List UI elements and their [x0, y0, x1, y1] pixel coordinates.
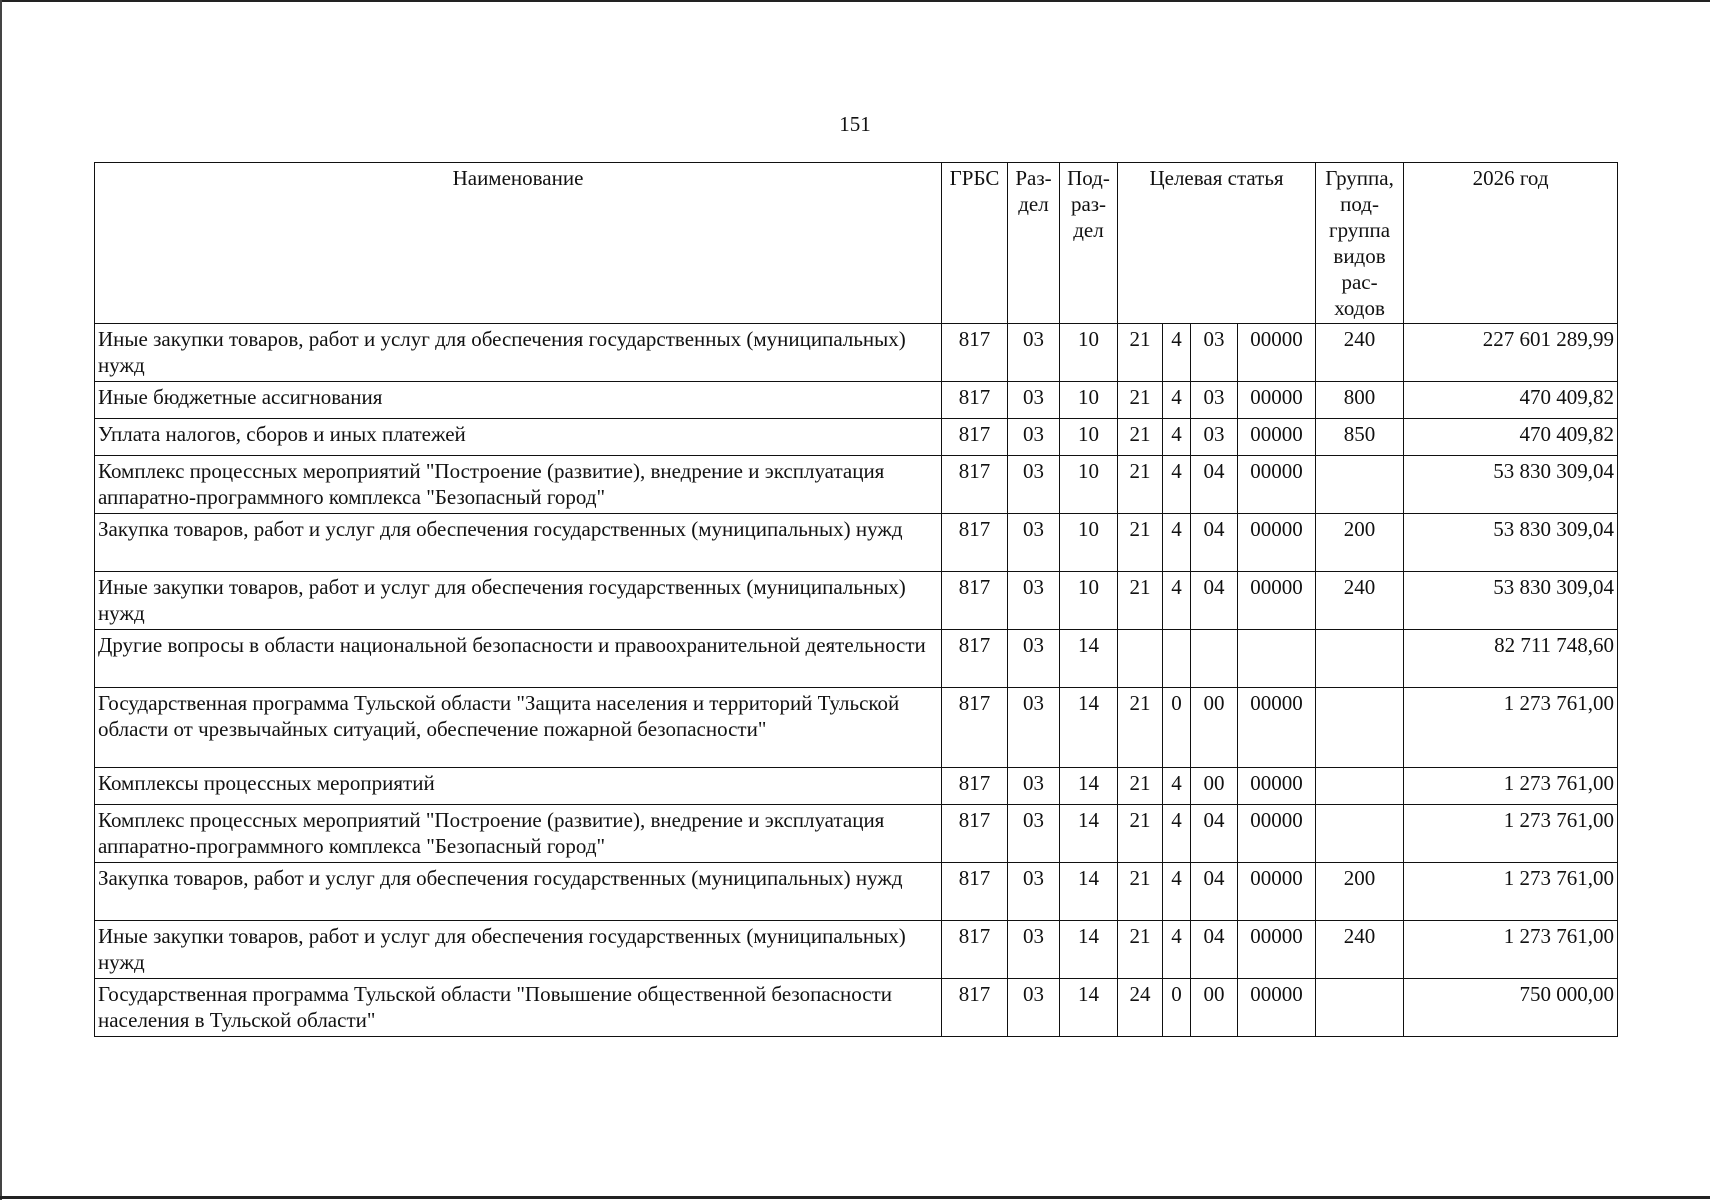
row-cs-type-cell: 4 — [1163, 419, 1191, 456]
row-razdel-cell: 03 — [1008, 382, 1060, 419]
row-grbs-cell: 817 — [942, 863, 1008, 921]
table-row — [95, 979, 1618, 1037]
row-cs-subprogram-cell: 03 — [1191, 324, 1238, 382]
row-cs-subprogram-cell: 03 — [1191, 382, 1238, 419]
row-cs-type-cell: 0 — [1163, 979, 1191, 1037]
row-podrazdel-cell: 14 — [1060, 688, 1118, 768]
header-name: Наименование — [95, 163, 942, 324]
table-body — [95, 324, 1618, 1037]
row-cs-program-cell: 21 — [1118, 688, 1163, 768]
table-header-row — [95, 163, 1618, 324]
row-podrazdel-cell: 10 — [1060, 514, 1118, 572]
row-name-cell: Иные закупки товаров, работ и услуг для обеспечения государственных (муниципальных) нужд — [95, 572, 942, 630]
table-row — [95, 768, 1618, 805]
row-vr-cell — [1316, 630, 1404, 688]
row-amount-cell: 1 273 761,00 — [1404, 768, 1618, 805]
row-razdel-cell: 03 — [1008, 805, 1060, 863]
row-cs-direction-cell: 00000 — [1238, 979, 1316, 1037]
row-cs-subprogram-cell: 04 — [1191, 863, 1238, 921]
row-amount-cell: 53 830 309,04 — [1404, 514, 1618, 572]
row-cs-type-cell: 4 — [1163, 456, 1191, 514]
row-grbs-cell: 817 — [942, 630, 1008, 688]
row-cs-program-cell: 21 — [1118, 572, 1163, 630]
row-amount-cell: 1 273 761,00 — [1404, 688, 1618, 768]
row-name-cell: Иные закупки товаров, работ и услуг для обеспечения государственных (муниципальных) нужд — [95, 921, 942, 979]
row-cs-subprogram-cell: 00 — [1191, 768, 1238, 805]
row-podrazdel-cell: 10 — [1060, 419, 1118, 456]
row-vr-cell: 200 — [1316, 514, 1404, 572]
row-cs-program-cell: 24 — [1118, 979, 1163, 1037]
row-amount-cell: 750 000,00 — [1404, 979, 1618, 1037]
row-cs-program-cell: 21 — [1118, 805, 1163, 863]
table-row — [95, 630, 1618, 688]
row-cs-program-cell: 21 — [1118, 921, 1163, 979]
row-amount-cell: 1 273 761,00 — [1404, 921, 1618, 979]
row-grbs-cell: 817 — [942, 921, 1008, 979]
row-cs-program-cell: 21 — [1118, 863, 1163, 921]
row-cs-direction-cell: 00000 — [1238, 456, 1316, 514]
row-vr-cell: 200 — [1316, 863, 1404, 921]
row-name-cell: Комплексы процессных мероприятий — [95, 768, 942, 805]
row-vr-cell — [1316, 688, 1404, 768]
row-name-cell: Закупка товаров, работ и услуг для обеспечения государственных (муниципальных) нужд — [95, 514, 942, 572]
row-cs-type-cell: 4 — [1163, 324, 1191, 382]
row-grbs-cell: 817 — [942, 768, 1008, 805]
row-razdel-cell: 03 — [1008, 688, 1060, 768]
row-name-cell: Иные бюджетные ассигнования — [95, 382, 942, 419]
row-amount-cell: 470 409,82 — [1404, 382, 1618, 419]
row-cs-direction-cell: 00000 — [1238, 514, 1316, 572]
row-cs-type-cell: 4 — [1163, 768, 1191, 805]
row-amount-cell: 1 273 761,00 — [1404, 805, 1618, 863]
row-cs-direction-cell: 00000 — [1238, 768, 1316, 805]
scan-edge-bottom — [0, 1196, 1710, 1199]
row-cs-direction-cell: 00000 — [1238, 324, 1316, 382]
row-amount-cell: 227 601 289,99 — [1404, 324, 1618, 382]
row-cs-type-cell: 4 — [1163, 805, 1191, 863]
row-cs-type-cell: 4 — [1163, 572, 1191, 630]
row-name-cell: Комплекс процессных мероприятий "Построение (развитие), внедрение и эксплуатация аппаратно-программного комплекса "Безопасный город" — [95, 456, 942, 514]
row-cs-type-cell — [1163, 630, 1191, 688]
row-grbs-cell: 817 — [942, 382, 1008, 419]
table-row — [95, 324, 1618, 382]
row-vr-cell: 240 — [1316, 324, 1404, 382]
row-cs-subprogram-cell: 04 — [1191, 921, 1238, 979]
row-cs-subprogram-cell — [1191, 630, 1238, 688]
row-podrazdel-cell: 14 — [1060, 768, 1118, 805]
row-cs-type-cell: 0 — [1163, 688, 1191, 768]
row-vr-cell — [1316, 456, 1404, 514]
row-cs-direction-cell: 00000 — [1238, 572, 1316, 630]
row-name-cell: Государственная программа Тульской области "Защита населения и территорий Тульской области от чрезвычайных ситуаций, обеспечение пожарной безопасности" — [95, 688, 942, 768]
row-name-cell: Комплекс процессных мероприятий "Построение (развитие), внедрение и эксплуатация аппаратно-программного комплекса "Безопасный город" — [95, 805, 942, 863]
row-vr-cell: 240 — [1316, 921, 1404, 979]
row-cs-direction-cell: 00000 — [1238, 805, 1316, 863]
row-vr-cell: 240 — [1316, 572, 1404, 630]
row-grbs-cell: 817 — [942, 572, 1008, 630]
row-vr-cell — [1316, 768, 1404, 805]
scan-edge-top — [0, 0, 1710, 2]
row-amount-cell: 53 830 309,04 — [1404, 456, 1618, 514]
row-cs-direction-cell: 00000 — [1238, 382, 1316, 419]
header-gruppa-vidov-rashodov: Группа, под- группа видов рас- ходов — [1316, 163, 1404, 324]
row-vr-cell — [1316, 979, 1404, 1037]
table-row — [95, 514, 1618, 572]
row-razdel-cell: 03 — [1008, 630, 1060, 688]
row-vr-cell: 850 — [1316, 419, 1404, 456]
row-cs-program-cell: 21 — [1118, 768, 1163, 805]
row-amount-cell: 53 830 309,04 — [1404, 572, 1618, 630]
row-name-cell: Другие вопросы в области национальной безопасности и правоохранительной деятельности — [95, 630, 942, 688]
budget-table — [94, 162, 1618, 1037]
table-row — [95, 805, 1618, 863]
row-cs-program-cell: 21 — [1118, 324, 1163, 382]
header-razdel: Раз- дел — [1008, 163, 1060, 324]
row-cs-subprogram-cell: 00 — [1191, 688, 1238, 768]
row-cs-program-cell: 21 — [1118, 514, 1163, 572]
row-cs-subprogram-cell: 04 — [1191, 572, 1238, 630]
row-cs-type-cell: 4 — [1163, 863, 1191, 921]
row-razdel-cell: 03 — [1008, 419, 1060, 456]
row-podrazdel-cell: 14 — [1060, 979, 1118, 1037]
row-amount-cell: 470 409,82 — [1404, 419, 1618, 456]
table-row — [95, 419, 1618, 456]
row-cs-subprogram-cell: 04 — [1191, 514, 1238, 572]
row-grbs-cell: 817 — [942, 805, 1008, 863]
row-cs-type-cell: 4 — [1163, 382, 1191, 419]
row-podrazdel-cell: 14 — [1060, 921, 1118, 979]
row-cs-direction-cell: 00000 — [1238, 688, 1316, 768]
row-cs-subprogram-cell: 04 — [1191, 456, 1238, 514]
table-row — [95, 688, 1618, 768]
row-cs-direction-cell: 00000 — [1238, 863, 1316, 921]
row-razdel-cell: 03 — [1008, 863, 1060, 921]
row-grbs-cell: 817 — [942, 324, 1008, 382]
row-vr-cell — [1316, 805, 1404, 863]
row-podrazdel-cell: 14 — [1060, 863, 1118, 921]
row-grbs-cell: 817 — [942, 688, 1008, 768]
table-row — [95, 921, 1618, 979]
row-cs-subprogram-cell: 03 — [1191, 419, 1238, 456]
row-razdel-cell: 03 — [1008, 921, 1060, 979]
row-cs-subprogram-cell: 00 — [1191, 979, 1238, 1037]
table-row — [95, 863, 1618, 921]
table-row — [95, 572, 1618, 630]
row-cs-direction-cell — [1238, 630, 1316, 688]
row-grbs-cell: 817 — [942, 419, 1008, 456]
row-razdel-cell: 03 — [1008, 768, 1060, 805]
row-name-cell: Государственная программа Тульской области "Повышение общественной безопасности населения в Тульской области" — [95, 979, 942, 1037]
row-name-cell: Уплата налогов, сборов и иных платежей — [95, 419, 942, 456]
row-podrazdel-cell: 10 — [1060, 456, 1118, 514]
row-cs-type-cell: 4 — [1163, 921, 1191, 979]
row-name-cell: Иные закупки товаров, работ и услуг для обеспечения государственных (муниципальных) нужд — [95, 324, 942, 382]
header-grbs: ГРБС — [942, 163, 1008, 324]
row-name-cell: Закупка товаров, работ и услуг для обеспечения государственных (муниципальных) нужд — [95, 863, 942, 921]
row-cs-subprogram-cell: 04 — [1191, 805, 1238, 863]
header-podrazdel: Под- раз- дел — [1060, 163, 1118, 324]
row-podrazdel-cell: 14 — [1060, 630, 1118, 688]
row-grbs-cell: 817 — [942, 514, 1008, 572]
row-cs-type-cell: 4 — [1163, 514, 1191, 572]
row-podrazdel-cell: 14 — [1060, 805, 1118, 863]
row-razdel-cell: 03 — [1008, 572, 1060, 630]
row-amount-cell: 82 711 748,60 — [1404, 630, 1618, 688]
row-cs-program-cell — [1118, 630, 1163, 688]
row-cs-direction-cell: 00000 — [1238, 921, 1316, 979]
table-row — [95, 382, 1618, 419]
row-razdel-cell: 03 — [1008, 456, 1060, 514]
row-vr-cell: 800 — [1316, 382, 1404, 419]
row-grbs-cell: 817 — [942, 979, 1008, 1037]
scan-edge-left — [0, 0, 2, 1200]
row-cs-program-cell: 21 — [1118, 382, 1163, 419]
table-row — [95, 456, 1618, 514]
header-celevaya-statya: Целевая статья — [1118, 163, 1316, 324]
row-podrazdel-cell: 10 — [1060, 572, 1118, 630]
row-amount-cell: 1 273 761,00 — [1404, 863, 1618, 921]
row-razdel-cell: 03 — [1008, 324, 1060, 382]
header-year: 2026 год — [1404, 163, 1618, 324]
row-cs-direction-cell: 00000 — [1238, 419, 1316, 456]
page-number: 151 — [839, 112, 871, 136]
row-razdel-cell: 03 — [1008, 979, 1060, 1037]
row-podrazdel-cell: 10 — [1060, 382, 1118, 419]
row-grbs-cell: 817 — [942, 456, 1008, 514]
row-cs-program-cell: 21 — [1118, 456, 1163, 514]
row-podrazdel-cell: 10 — [1060, 324, 1118, 382]
row-razdel-cell: 03 — [1008, 514, 1060, 572]
row-cs-program-cell: 21 — [1118, 419, 1163, 456]
